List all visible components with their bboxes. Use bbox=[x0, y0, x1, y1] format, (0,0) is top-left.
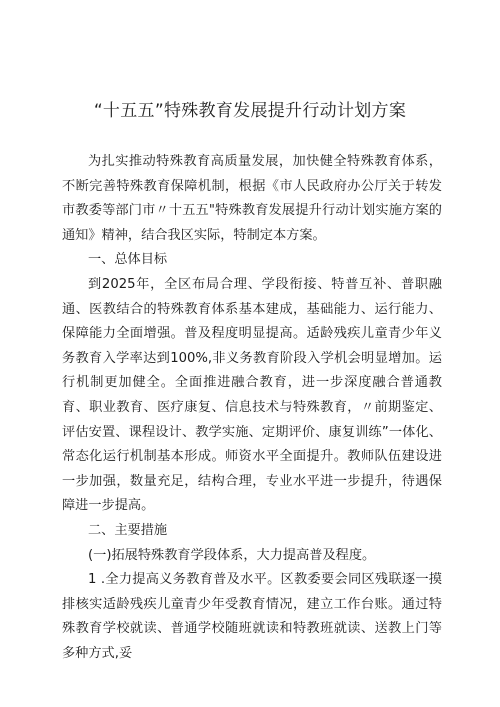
document-body bbox=[62, 150, 442, 666]
intro-paragraph: 为扎实推动特殊教育高质量发展，加快健全特殊教育体系，不断完善特殊教育保障机制，根据《市人民政府办公厅关于转发市教委等部门市〃十五五"特殊教育发展提升行动计划实施方案的通知》精神，结合我区实际，特制定本方案。 bbox=[62, 154, 442, 243]
document-title: “十五五”特殊教育发展提升行动计划方案 bbox=[93, 101, 407, 121]
measure-paragraph-1: 1 .全力提高义务教育普及水平。区教委要会同区残联逐一摸排核实适龄残疾儿童青少年受教育情况，建立工作台账。通过特殊教育学校就读、普通学校随班就读和特教班就读、送教上门等多种方式,妥 bbox=[62, 572, 442, 661]
goals-paragraph: 到2025年，全区布局合理、学段衔接、特普互补、普职融通、医教结合的特殊教育体系基本建成，基础能力、运行能力、保障能力全面增强。普及程度明显提高。适龄残疾儿童青少年义务教育入学率达到100%,非义务教育阶段入学机会明显增加。运行机制更加健全。全面推进融合教育，进一步深度融合普通教育、职业教育、医疗康复、信息技术与特殊教育，〃前期鉴定、评估安置、课程设计、教学实施、定期评价、康复训练”一体化、常态化运行机制基本形成。师资水平全面提升。教师队伍建设进一步加强，数量充足，结构合理，专业水平进一步提升，待遇保障进一步提高。 bbox=[62, 276, 442, 514]
subsection-heading-1: (一)拓展特殊教育学段体系，大力提高普及程度。 bbox=[88, 547, 376, 563]
section-heading-measures: 二、主要措施 bbox=[88, 522, 168, 538]
section-heading-goals: 一、总体目标 bbox=[88, 252, 168, 268]
